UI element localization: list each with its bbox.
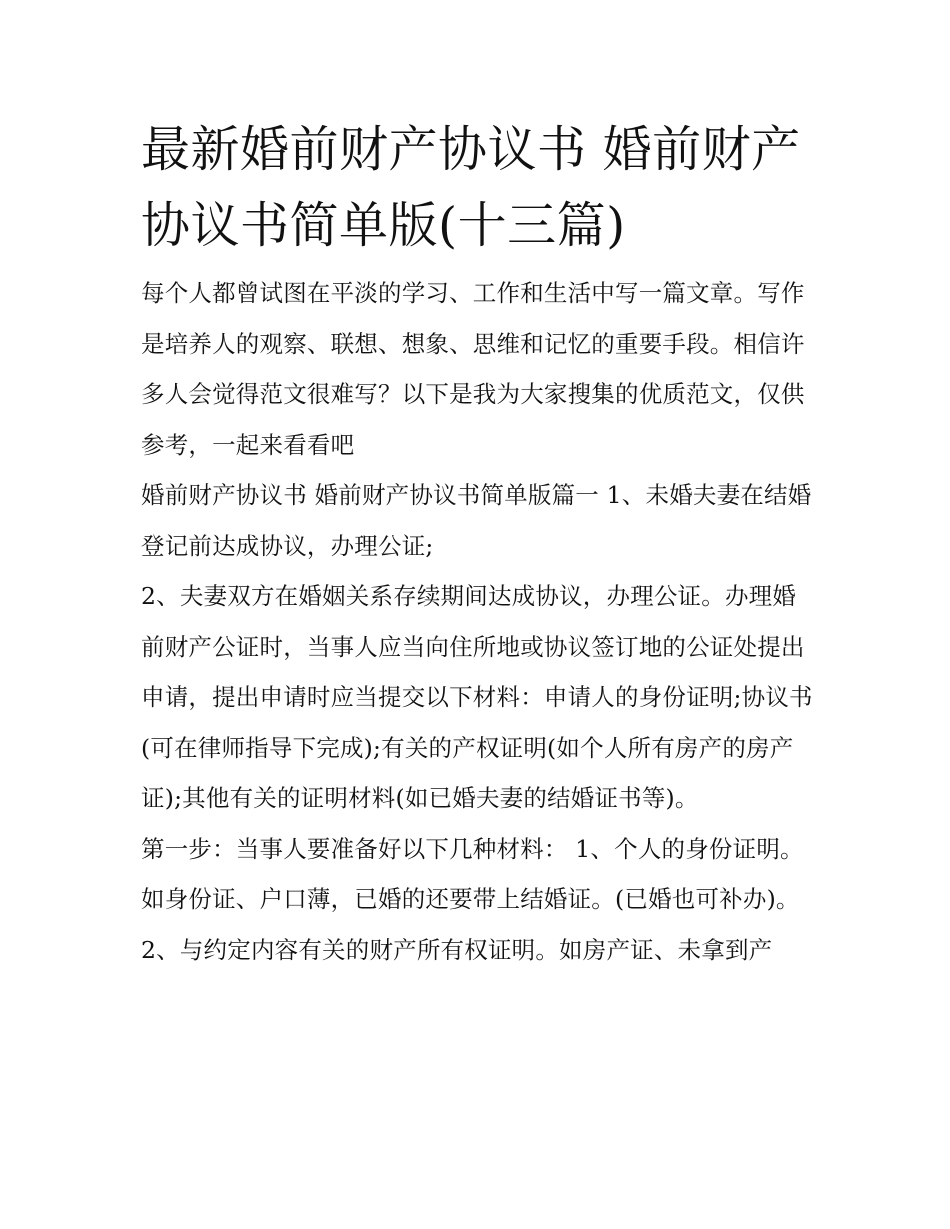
- paragraph-section-one: 婚前财产协议书 婚前财产协议书简单版篇一 1、未婚夫妻在结婚登记前达成协议，办理公证;: [141, 481, 812, 560]
- document-body: [141, 112, 813, 975]
- document-title: 最新婚前财产协议书 婚前财产协议书简单版(十三篇): [141, 121, 801, 254]
- paragraph-step-one: 第一步：当事人要准备好以下几种材料： 1、个人的身份证明。如身份证、户口薄，已婚的还要带上结婚证。(已婚也可补办)。: [141, 834, 804, 913]
- paragraph-property-proof: 2、与约定内容有关的财产所有权证明。如房产证、未拿到产: [141, 935, 773, 964]
- paragraph-intro: 每个人都曾试图在平淡的学习、工作和生活中写一篇文章。写作是培养人的观察、联想、想象、思维和记忆的重要手段。相信许多人会觉得范文很难写？以下是我为大家搜集的优质范文，仅供参考，一起来看看吧: [141, 279, 805, 459]
- paragraph-notarization: 2、夫妻双方在婚姻关系存续期间达成协议，办理公证。办理婚前财产公证时，当事人应当向住所地或协议签订地的公证处提出申请，提出申请时应当提交以下材料：申请人的身份证明;协议书(可在律师指导下完成);有关的产权证明(如个人所有房产的房产证);其他有关的证明材料(如已婚夫妻的结婚证书等)。: [141, 582, 813, 812]
